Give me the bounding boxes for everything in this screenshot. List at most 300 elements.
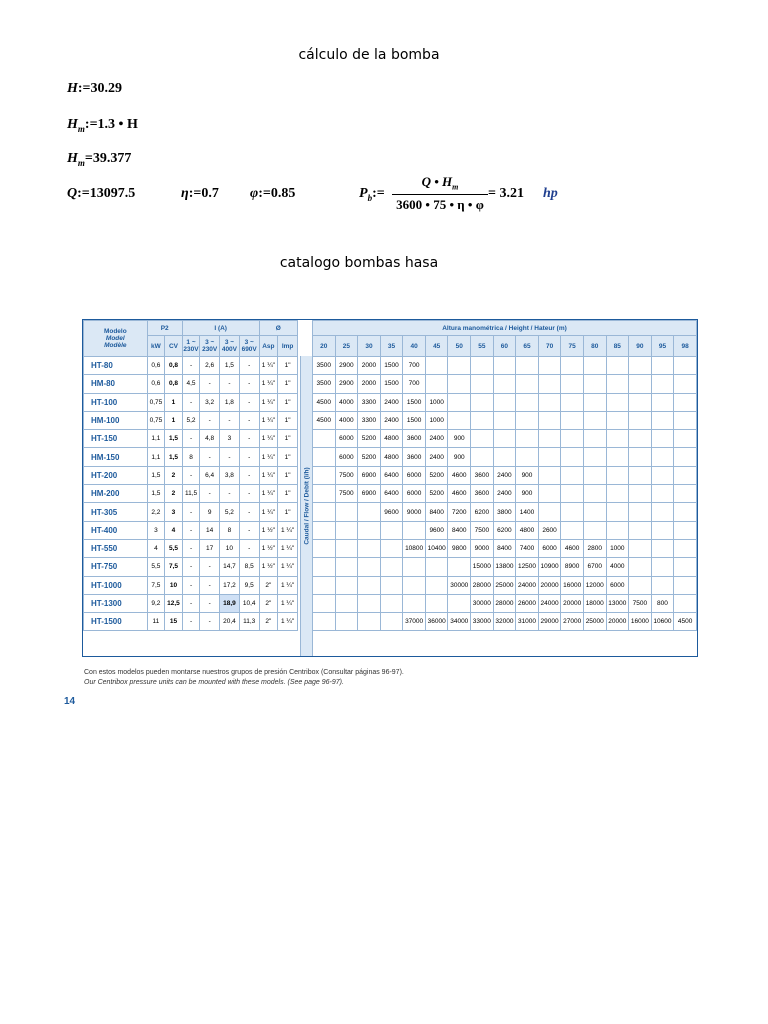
- assign-op: :=: [372, 186, 385, 201]
- equation-phi: [250, 186, 295, 202]
- cv-cell: 2: [165, 466, 183, 484]
- flow-cell: [493, 448, 516, 466]
- flow-cell: [583, 411, 606, 429]
- flow-cell: [651, 539, 674, 557]
- table-row: [84, 558, 298, 576]
- i3-cell: 1,5: [220, 357, 240, 375]
- i4-cell: -: [239, 485, 259, 503]
- flow-cell: [561, 411, 584, 429]
- i4-cell: -: [239, 466, 259, 484]
- flow-cell: [583, 393, 606, 411]
- flow-cell: 10400: [425, 539, 448, 557]
- flow-cell: 30000: [448, 576, 471, 594]
- flow-cell: 6000: [403, 466, 426, 484]
- eta-value: 0.7: [201, 186, 219, 201]
- table-row: [313, 594, 697, 612]
- asp-cell: 1 ¼": [259, 357, 278, 375]
- flow-cell: [651, 466, 674, 484]
- imp-cell: 1": [278, 411, 298, 429]
- flow-cell: 34000: [448, 613, 471, 631]
- header-model-fr: Modèle: [104, 342, 127, 349]
- flow-cell: 1500: [380, 375, 403, 393]
- flow-cell: 6700: [583, 558, 606, 576]
- flow-cell: [380, 539, 403, 557]
- flow-cell: 800: [651, 594, 674, 612]
- cv-cell: 1: [165, 411, 183, 429]
- i2-cell: 6,4: [200, 466, 220, 484]
- flow-cell: [651, 521, 674, 539]
- page-number: 14: [64, 696, 76, 707]
- cv-cell: 3: [165, 503, 183, 521]
- catalog-title: catalogo bombas hasa: [279, 255, 439, 271]
- i2-cell: 9: [200, 503, 220, 521]
- flow-cell: 8900: [561, 558, 584, 576]
- flow-cell: 10600: [651, 613, 674, 631]
- cv-cell: 7,5: [165, 558, 183, 576]
- asp-cell: 1 ¼": [259, 466, 278, 484]
- flow-cell: 4600: [561, 539, 584, 557]
- flow-cell: [335, 521, 358, 539]
- flow-cell: 3600: [471, 485, 494, 503]
- i1-cell: -: [182, 430, 200, 448]
- i4-cell: -: [239, 430, 259, 448]
- model-cell: HM-200: [84, 485, 148, 503]
- i2-cell: 17: [200, 539, 220, 557]
- flow-cell: [538, 503, 561, 521]
- flow-cell: [358, 594, 381, 612]
- model-cell: HT-400: [84, 521, 148, 539]
- model-cell: HM-100: [84, 411, 148, 429]
- imp-cell: 1": [278, 430, 298, 448]
- equation-pb-lhs: [359, 186, 385, 203]
- table-row: [84, 357, 298, 375]
- flow-cell: [471, 448, 494, 466]
- flow-cell: [629, 411, 652, 429]
- flow-cell: 2400: [425, 430, 448, 448]
- header-model-es: Modelo: [103, 328, 127, 335]
- flow-cell: [403, 594, 426, 612]
- asp-cell: 1 ¼": [259, 411, 278, 429]
- phi-symbol: φ: [250, 186, 259, 201]
- i1-cell: -: [182, 558, 200, 576]
- flow-cell: [674, 594, 697, 612]
- flow-cell: [674, 375, 697, 393]
- eta-symbol: η: [181, 186, 189, 201]
- cv-cell: 0,8: [165, 375, 183, 393]
- flow-cell: 20000: [538, 576, 561, 594]
- i2-cell: -: [200, 594, 220, 612]
- flow-cell: [313, 558, 336, 576]
- flow-cell: 20000: [606, 613, 629, 631]
- kw-cell: 4: [147, 539, 165, 557]
- cv-cell: 12,5: [165, 594, 183, 612]
- i3-cell: 3: [220, 430, 240, 448]
- flow-cell: [313, 485, 336, 503]
- flow-cell: 6900: [358, 485, 381, 503]
- i3-cell: -: [220, 448, 240, 466]
- flow-cell: [471, 430, 494, 448]
- i4-cell: -: [239, 375, 259, 393]
- hm-expression: 1.3 • H: [97, 117, 138, 132]
- flow-cell: [674, 430, 697, 448]
- model-cell: HM-150: [84, 448, 148, 466]
- h-value: 30.29: [90, 81, 123, 96]
- flow-cell: [425, 375, 448, 393]
- table-row: [84, 430, 298, 448]
- flow-cell: [471, 411, 494, 429]
- header-height-70: 70: [538, 336, 561, 357]
- i1-cell: -: [182, 357, 200, 375]
- i3-cell: 8: [220, 521, 240, 539]
- header-model-en: Model: [105, 335, 125, 342]
- imp-cell: 1": [278, 448, 298, 466]
- flow-cell: [674, 503, 697, 521]
- flow-cell: 27000: [561, 613, 584, 631]
- flow-cell: [583, 430, 606, 448]
- flow-cell: [674, 411, 697, 429]
- table-row: [313, 411, 697, 429]
- flow-cell: 700: [403, 375, 426, 393]
- header-height-55: 55: [471, 336, 494, 357]
- flow-cell: 6000: [335, 448, 358, 466]
- flow-cell: [403, 521, 426, 539]
- flow-cell: [629, 503, 652, 521]
- i3-cell: 10: [220, 539, 240, 557]
- header-heights-row: [313, 336, 697, 357]
- i2-cell: -: [200, 576, 220, 594]
- header-i-3ph-400: 3 ~ 400V: [220, 336, 240, 357]
- flow-cell: 5200: [358, 430, 381, 448]
- hm-value: 39.377: [92, 151, 132, 166]
- flow-cell: 1000: [425, 393, 448, 411]
- table-row: [84, 485, 298, 503]
- imp-cell: 1": [278, 357, 298, 375]
- header-height-60: 60: [493, 336, 516, 357]
- flow-cell: 4500: [313, 411, 336, 429]
- i1-cell: -: [182, 576, 200, 594]
- flow-cell: [651, 576, 674, 594]
- flow-cell: [358, 503, 381, 521]
- asp-cell: 1 ¼": [259, 375, 278, 393]
- header-model: [84, 321, 148, 357]
- i4-cell: -: [239, 503, 259, 521]
- header-height-65: 65: [516, 336, 539, 357]
- cv-cell: 15: [165, 613, 183, 631]
- flow-cell: [313, 539, 336, 557]
- flow-cell: 6200: [493, 521, 516, 539]
- header-i-3ph-230: 3 ~ 230V: [200, 336, 220, 357]
- flow-cell: 4800: [516, 521, 539, 539]
- table-row: [84, 411, 298, 429]
- flow-cell: [471, 375, 494, 393]
- flow-cell: 3600: [403, 448, 426, 466]
- flow-cell: [629, 539, 652, 557]
- flow-cell: 16000: [629, 613, 652, 631]
- flow-cell: 3300: [358, 411, 381, 429]
- flow-cell: 9800: [448, 539, 471, 557]
- flow-cell: [674, 448, 697, 466]
- flow-cell: 32000: [493, 613, 516, 631]
- pb-result: = 3.21: [488, 186, 524, 201]
- flow-cell: [516, 411, 539, 429]
- flow-cell: 20000: [561, 594, 584, 612]
- asp-cell: 1 ½": [259, 521, 278, 539]
- note-spanish: Con estos modelos pueden montarse nuestros grupos de presión Centribox (Consultar páginas 96-97).: [84, 669, 404, 676]
- imp-cell: 1": [278, 466, 298, 484]
- flow-cell: 18000: [583, 594, 606, 612]
- flow-cell: [629, 576, 652, 594]
- hm-subscript: m: [77, 157, 85, 168]
- assign-op: :=: [77, 186, 90, 201]
- table-row: [84, 613, 298, 631]
- flow-cell: [335, 594, 358, 612]
- i2-cell: 2,6: [200, 357, 220, 375]
- i1-cell: 5,2: [182, 411, 200, 429]
- pb-subscript: b: [367, 192, 373, 203]
- flow-cell: [335, 539, 358, 557]
- flow-cell: 2000: [358, 357, 381, 375]
- flow-cell: 10900: [538, 558, 561, 576]
- flow-cell: 2000: [358, 375, 381, 393]
- flow-cell: [561, 521, 584, 539]
- flow-cell: 2400: [493, 485, 516, 503]
- table-row: [313, 357, 697, 375]
- flow-cell: [629, 448, 652, 466]
- flow-cell: 36000: [425, 613, 448, 631]
- i2-cell: -: [200, 375, 220, 393]
- i4-cell: 9,5: [239, 576, 259, 594]
- header-height-40: 40: [403, 336, 426, 357]
- flow-cell: [471, 393, 494, 411]
- flow-cell: [561, 393, 584, 411]
- flow-cell: 1500: [403, 411, 426, 429]
- flow-cell: 6000: [538, 539, 561, 557]
- hm-subscript: m: [77, 123, 85, 134]
- assign-op: :=: [258, 186, 271, 201]
- flow-cell: [358, 521, 381, 539]
- header-current: I (A): [182, 321, 259, 336]
- flow-cell: [651, 485, 674, 503]
- q-symbol: Q: [67, 186, 78, 201]
- table-row: [84, 466, 298, 484]
- pb-numerator: [392, 174, 488, 192]
- flow-cell: [606, 430, 629, 448]
- i4-cell: 8,5: [239, 558, 259, 576]
- kw-cell: 0,75: [147, 411, 165, 429]
- model-cell: HT-1500: [84, 613, 148, 631]
- table-row: [313, 448, 697, 466]
- i1-cell: -: [182, 594, 200, 612]
- flow-cell: [313, 613, 336, 631]
- flow-cell: [606, 448, 629, 466]
- asp-cell: 1 ¼": [259, 503, 278, 521]
- flow-cell: [493, 411, 516, 429]
- flow-cell: [358, 539, 381, 557]
- i3-cell: -: [220, 485, 240, 503]
- flow-cell: [493, 430, 516, 448]
- i2-cell: 4,8: [200, 430, 220, 448]
- flow-cell: [629, 430, 652, 448]
- flow-cell: [516, 375, 539, 393]
- flow-cell: [335, 576, 358, 594]
- flow-cell: 4600: [448, 466, 471, 484]
- header-diameter: Ø: [259, 321, 297, 336]
- flow-cell: 6200: [471, 503, 494, 521]
- flow-cell: 900: [516, 485, 539, 503]
- cv-cell: 2: [165, 485, 183, 503]
- flow-cell: [380, 613, 403, 631]
- kw-cell: 7,5: [147, 576, 165, 594]
- flow-cell: [561, 466, 584, 484]
- flow-cell: [561, 485, 584, 503]
- table-row: [84, 594, 298, 612]
- asp-cell: 2": [259, 576, 278, 594]
- flow-cell: 9600: [425, 521, 448, 539]
- flow-cell: 3500: [313, 357, 336, 375]
- imp-cell: 1 ¼": [278, 576, 298, 594]
- table-row: [84, 375, 298, 393]
- flow-cell: 4800: [380, 430, 403, 448]
- flow-cell: 6400: [380, 485, 403, 503]
- i1-cell: -: [182, 613, 200, 631]
- flow-cell: [606, 485, 629, 503]
- flow-cell: 28000: [471, 576, 494, 594]
- assign-op: :=: [77, 81, 91, 96]
- flow-cell: [606, 411, 629, 429]
- asp-cell: 1 ¼": [259, 485, 278, 503]
- i1-cell: -: [182, 466, 200, 484]
- flow-cell: 6000: [606, 576, 629, 594]
- flow-cell: [538, 375, 561, 393]
- flow-cell: 31000: [516, 613, 539, 631]
- header-p2: P2: [147, 321, 182, 336]
- header-height-20: 20: [313, 336, 336, 357]
- flow-cell: 12000: [583, 576, 606, 594]
- page-title: cálculo de la bomba: [298, 47, 440, 63]
- flow-cell: [583, 357, 606, 375]
- header-kw: kW: [147, 336, 165, 357]
- flow-cell: 7500: [335, 485, 358, 503]
- flow-cell: [448, 558, 471, 576]
- model-cell: HT-150: [84, 430, 148, 448]
- i1-cell: 11,5: [182, 485, 200, 503]
- table-row: [313, 375, 697, 393]
- flow-cell: [651, 430, 674, 448]
- equation-h: [67, 81, 122, 97]
- header-height: Altura manométrica / Height / Hateur (m): [313, 321, 697, 336]
- flow-cell: [561, 375, 584, 393]
- equation-eta: [181, 186, 219, 202]
- flow-cell: [403, 558, 426, 576]
- flow-cell: 4000: [335, 411, 358, 429]
- flow-cell: 37000: [403, 613, 426, 631]
- header-height-75: 75: [561, 336, 584, 357]
- flow-cell: 900: [448, 448, 471, 466]
- flow-cell: 26000: [516, 594, 539, 612]
- flow-cell: [448, 357, 471, 375]
- i2-cell: -: [200, 485, 220, 503]
- flow-cell: 4800: [380, 448, 403, 466]
- assign-op: :=: [188, 186, 202, 201]
- flow-cell: 2400: [380, 393, 403, 411]
- flow-cell: [313, 448, 336, 466]
- flow-cell: 2400: [425, 448, 448, 466]
- flow-cell: [425, 558, 448, 576]
- i4-cell: -: [239, 521, 259, 539]
- header-height-30: 30: [358, 336, 381, 357]
- flow-cell: 24000: [516, 576, 539, 594]
- i4-cell: 10,4: [239, 594, 259, 612]
- flow-cell: 2800: [583, 539, 606, 557]
- model-cell: HT-100: [84, 393, 148, 411]
- flow-cell: 1400: [516, 503, 539, 521]
- kw-cell: 1,5: [147, 485, 165, 503]
- cv-cell: 1: [165, 393, 183, 411]
- model-cell: HT-80: [84, 357, 148, 375]
- table-row: [84, 539, 298, 557]
- caudal-label-text: Caudal / Flow / Debit (l/h): [303, 467, 310, 545]
- imp-cell: 1": [278, 485, 298, 503]
- h-symbol: H: [67, 81, 78, 96]
- flow-cell: 4500: [674, 613, 697, 631]
- flow-cell: [561, 503, 584, 521]
- phi-value: 0.85: [270, 186, 296, 201]
- i1-cell: 8: [182, 448, 200, 466]
- flow-cell: [674, 466, 697, 484]
- flow-cell: 7200: [448, 503, 471, 521]
- flow-cell: [516, 448, 539, 466]
- flow-cell: [629, 485, 652, 503]
- flow-cell: 1500: [403, 393, 426, 411]
- flow-cell: 1000: [606, 539, 629, 557]
- i3-cell: 5,2: [220, 503, 240, 521]
- table-row: [313, 558, 697, 576]
- flow-cell: 4000: [606, 558, 629, 576]
- cv-cell: 10: [165, 576, 183, 594]
- i3-cell: 17,2: [220, 576, 240, 594]
- flow-cell: 24000: [538, 594, 561, 612]
- header-height-95: 95: [651, 336, 674, 357]
- table-row: [84, 503, 298, 521]
- flow-cell: 1500: [380, 357, 403, 375]
- flow-cell: [606, 393, 629, 411]
- table-row: [313, 539, 697, 557]
- flow-cell: [651, 558, 674, 576]
- i2-cell: 3,2: [200, 393, 220, 411]
- cv-cell: 0,8: [165, 357, 183, 375]
- i3-cell: 3,8: [220, 466, 240, 484]
- i4-cell: -: [239, 448, 259, 466]
- i3-cell: -: [220, 375, 240, 393]
- flow-cell: [380, 576, 403, 594]
- flow-cell: 5200: [425, 466, 448, 484]
- flow-cell: 5200: [425, 485, 448, 503]
- i4-cell: -: [239, 539, 259, 557]
- table-row: [313, 576, 697, 594]
- pb-numerator-subscript: m: [452, 182, 459, 192]
- flow-cell: [313, 503, 336, 521]
- i3-cell: 20,4: [220, 613, 240, 631]
- i4-cell: -: [239, 357, 259, 375]
- pb-denominator: 3600 • 75 • η • φ: [396, 197, 484, 212]
- i3-cell: -: [220, 411, 240, 429]
- flow-cell: 33000: [471, 613, 494, 631]
- flow-cell: [425, 594, 448, 612]
- flow-cell: 3800: [493, 503, 516, 521]
- flow-cell: [629, 357, 652, 375]
- flow-cell: [674, 393, 697, 411]
- i4-cell: 11,3: [239, 613, 259, 631]
